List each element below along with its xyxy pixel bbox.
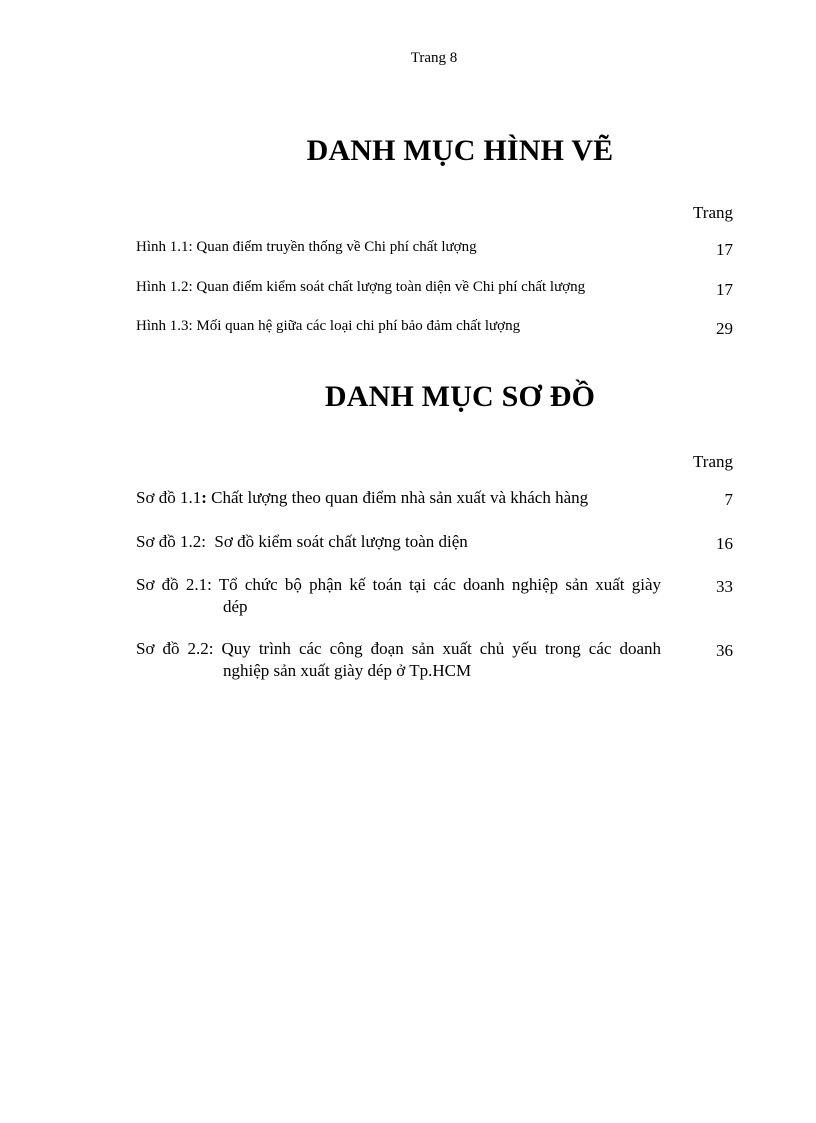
diagram-entry-label: Sơ đồ 2.2: [136, 639, 214, 658]
diagram-entry-page: 33 [716, 577, 733, 596]
diagram-entry-page: 16 [716, 534, 733, 553]
diagram-entry[interactable] [136, 531, 733, 553]
figure-entry-page: 17 [716, 240, 733, 259]
diagram-entry-text-continued: dép [223, 597, 248, 616]
diagram-entry[interactable] [136, 487, 733, 509]
diagrams-page-column-header: Trang [693, 452, 733, 471]
figure-entry-page: 29 [716, 319, 733, 338]
diagrams-list-title: DANH MỤC SƠ ĐỒ [324, 380, 596, 413]
figure-entry-text: Hình 1.1: Quan điểm truyền thống về Chi phí chất lượng [136, 239, 477, 255]
diagram-entry-label: Sơ đồ 1.1 [136, 488, 202, 507]
figure-entry[interactable] [136, 239, 733, 259]
diagram-entry[interactable] [136, 638, 733, 682]
diagram-entry-page: 36 [716, 641, 733, 660]
figure-entry-text: Hình 1.3: Mối quan hệ giữa các loại chi phí bảo đảm chất lượng [136, 318, 521, 334]
figure-entry-page: 17 [716, 280, 733, 299]
diagram-entry-text: Quy trình các công đoạn sản xuất chủ yếu trong các doanh [213, 639, 662, 658]
diagram-entry-text: Sơ đồ kiểm soát chất lượng toàn diện [205, 532, 468, 551]
diagram-entry[interactable] [136, 574, 733, 618]
page-number: Trang 8 [410, 50, 458, 66]
diagram-entry-separator: : [201, 488, 207, 507]
diagram-entry-page: 7 [724, 490, 733, 509]
diagram-entry-label: Sơ đồ 2.1: [136, 575, 212, 594]
diagram-entry-label: Sơ đồ 1.2: [136, 532, 206, 551]
diagram-entry-text-continued: nghiệp sản xuất giày dép ở Tp.HCM [223, 661, 472, 680]
diagram-entry-text: Tổ chức bộ phận kế toán tại các doanh nghiệp sản xuất giày [211, 575, 661, 594]
figures-page-column-header: Trang [693, 203, 733, 222]
diagram-entry-text: Chất lượng theo quan điểm nhà sản xuất và khách hàng [206, 488, 589, 507]
figure-entry[interactable] [136, 318, 733, 338]
figures-list-title: DANH MỤC HÌNH VẼ [306, 134, 614, 167]
figure-entry-text: Hình 1.2: Quan điểm kiểm soát chất lượng toàn diện về Chi phí chất lượng [136, 279, 586, 295]
figure-entry[interactable] [136, 279, 733, 299]
